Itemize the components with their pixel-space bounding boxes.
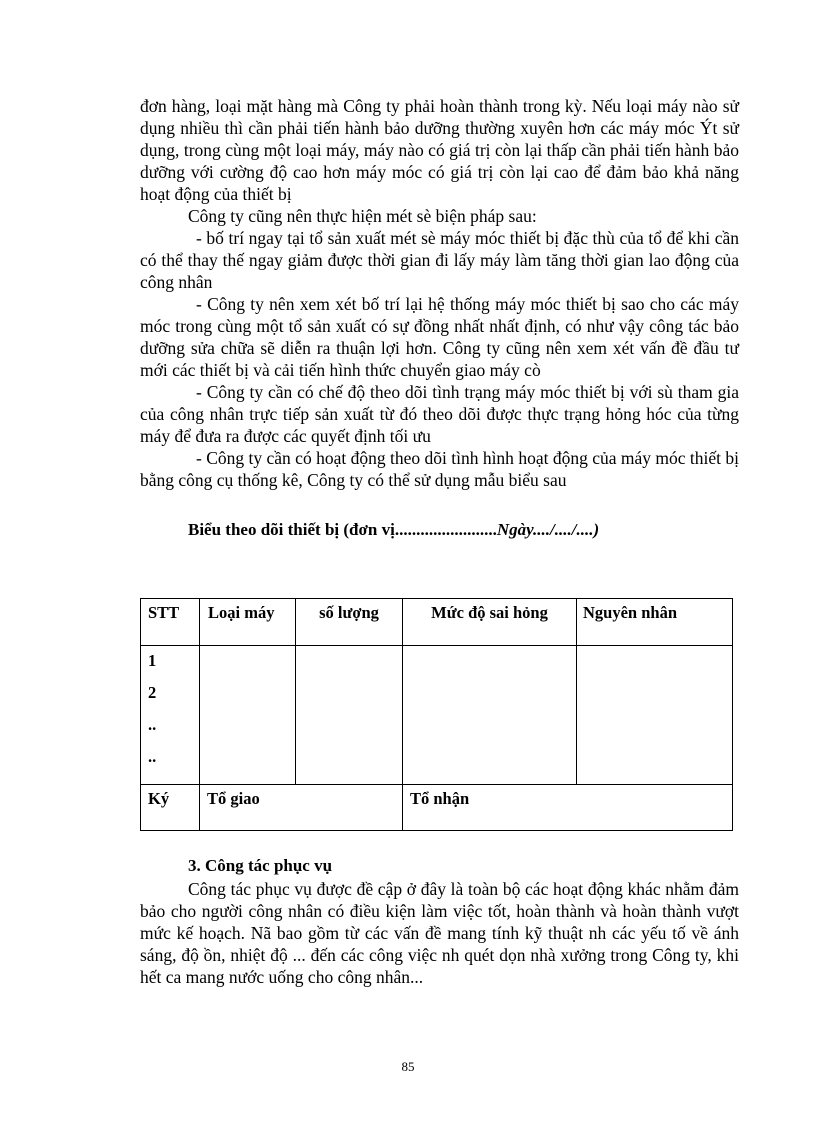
machine-type-cell [200, 646, 296, 785]
row-number: .. [148, 747, 157, 766]
equipment-tracking-table [140, 598, 733, 831]
header-stt: STT [141, 599, 200, 646]
signature-row [141, 785, 733, 831]
row-number: 2 [148, 683, 157, 702]
paragraph-measures-intro: Công ty cũng nên thực hiện mét sè biện pháp sau: [188, 206, 537, 226]
form-title-date: Ngày..../..../....) [496, 520, 600, 539]
header-damage-level: Mức độ sai hỏng [403, 599, 577, 646]
form-title-main: Biểu theo dõi thiết bị (đơn vị........................ [188, 520, 497, 539]
paragraph-measure-2: - Công ty nên xem xét bố trí lại hệ thống máy móc thiết bị sao cho các máy móc trong cùng một tổ sản xuất có sự đồng nhất nhất định, có như vậy công tác bảo dưỡng sửa chữa sẽ diễn ra thuận lợi hơn. Công ty cũng nên xem xét vấn đề đầu tư mới các thiết bị và cải tiến hình thức chuyển giao máy cò [140, 294, 739, 380]
paragraph-measure-4: - Công ty cần có hoạt động theo dõi tình hình hoạt động của máy móc thiết bị bằng công cụ thống kê, Công ty có thể sử dụng mẫu biểu sau [140, 448, 739, 490]
section3-text [140, 878, 739, 988]
cause-cell [577, 646, 733, 785]
header-quantity: số lượng [296, 599, 403, 646]
row-number: .. [148, 715, 157, 734]
quantity-cell [296, 646, 403, 785]
table-body-row [141, 646, 733, 785]
intro-text [140, 95, 739, 491]
header-cause: Nguyên nhân [577, 599, 733, 646]
sign-label-cell: Ký [141, 785, 200, 831]
paragraph-maintenance: đơn hàng, loại mặt hàng mà Công ty phải hoàn thành trong kỳ. Nếu loại máy nào sử dụng nhiều thì cần phải tiến hành bảo dưỡng thường xuyên hơn các máy móc Ýt sử dụng, trong cùng một loại máy, máy nào có giá trị còn lại thấp cần phải tiến hành bảo dưỡng với cường độ cao hơn máy móc có giá trị còn lại cao để đảm bảo khả năng hoạt động của thiết bị [140, 96, 739, 204]
paragraph-measure-1: - bố trí ngay tại tổ sản xuất mét sè máy móc thiết bị đặc thù của tổ để khi cần có thể thay thế ngay giảm được thời gian đi lấy máy làm tăng thời gian lao động của công nhân [140, 228, 739, 292]
handover-team-cell: Tổ giao [200, 785, 403, 831]
damage-level-cell [403, 646, 577, 785]
header-machine-type: Loại máy [200, 599, 296, 646]
table-header-row [141, 599, 733, 646]
form-title [188, 520, 599, 540]
page-number: 85 [401, 1059, 415, 1074]
paragraph-service-work: Công tác phục vụ được đề cập ở đây là toàn bộ các hoạt động khác nhằm đảm bảo cho người công nhân có điều kiện làm việc tốt, hoàn thành và hoàn thành vượt mức kế hoạch. Nã bao gồm từ các vấn đề mang tính kỹ thuật nh các yếu tố về ánh sáng, độ ồn, nhiệt độ ... đến các công việc nh quét dọn nhà xưởng trong Công ty, khi hết ca mang nước uống cho công nhân... [140, 879, 739, 987]
section-heading: 3. Công tác phục vụ [188, 856, 333, 875]
row-number: 1 [148, 651, 157, 670]
receiver-team-cell: Tổ nhận [403, 785, 733, 831]
paragraph-measure-3: - Công ty cần có chế độ theo dõi tình trạng máy móc thiết bị với sù tham gia của công nhân trực tiếp sản xuất từ đó theo dõi được thực trạng hỏng hóc của từng máy để đưa ra được các quyết định tối ưu [140, 382, 739, 446]
stt-cell [141, 646, 200, 785]
